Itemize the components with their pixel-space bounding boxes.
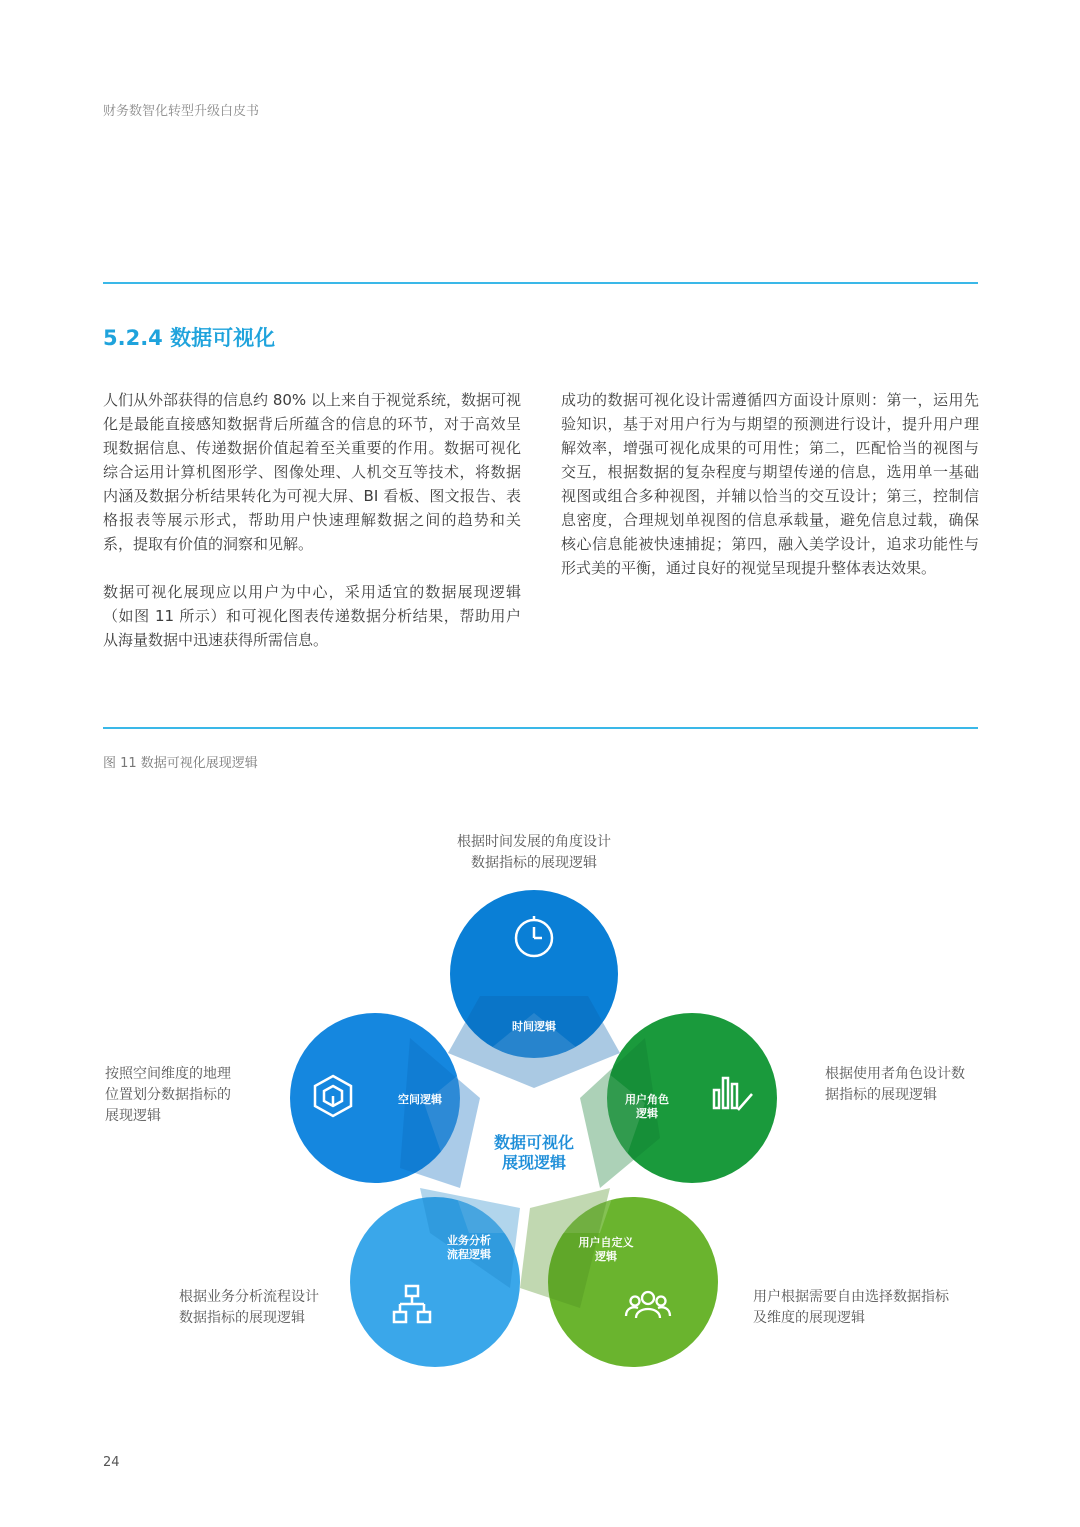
node-business-label-2: 流程逻辑 — [447, 1248, 491, 1261]
node-time-label: 时间逻辑 — [512, 1020, 556, 1033]
desc-role-line1: 根据使用者角色设计数 — [825, 1066, 965, 1082]
desc-time-line2: 数据指标的展现逻辑 — [471, 855, 597, 871]
desc-custom-line2: 及维度的展现逻辑 — [753, 1310, 865, 1326]
figure-divider — [103, 727, 978, 729]
left-paragraph-1: 人们从外部获得的信息约 80% 以上来自于视觉系统，数据可视化是最能直接感知数据背后所蕴含的信息的环节，对于高效呈现数据信息、传递数据价值起着至关重要的作用。数据可视化综合运用计算机图形学、图像处理、人机交互等技术，将数据内涵及数据分析结果转化为可视大屏、BI 看板、图文报告、表格报表等展示形式，帮助用户快速理解数据之间的趋势和关系，提取有价值的洞察和见解。 — [103, 391, 521, 553]
center-label-line2: 展现逻辑 — [501, 1153, 567, 1172]
top-divider — [103, 282, 978, 284]
logic-diagram-svg — [280, 888, 800, 1378]
desc-space-line1: 按照空间维度的地理 — [105, 1066, 231, 1082]
node-custom-label-1: 用户自定义 — [578, 1236, 634, 1249]
left-column — [103, 388, 521, 676]
desc-custom-line1: 用户根据需要自由选择数据指标 — [753, 1289, 949, 1305]
header-title: 财务数智化转型升级白皮书 — [103, 104, 260, 119]
desc-space — [105, 1064, 265, 1127]
desc-business-line2: 数据指标的展现逻辑 — [179, 1310, 305, 1326]
desc-business-line1: 根据业务分析流程设计 — [179, 1289, 319, 1305]
desc-role-line2: 据指标的展现逻辑 — [825, 1087, 937, 1103]
desc-role — [825, 1064, 995, 1106]
logic-diagram — [280, 888, 800, 1378]
right-paragraph-1: 成功的数据可视化设计需遵循四方面设计原则：第一，运用先验知识，基于对用户行为与期望的预测进行设计，提升用户理解效率，增强可视化成果的可用性；第二，匹配恰当的视图与交互，根据数据的复杂程度与期望传递的信息，选用单一基础视图或组合多种视图，并辅以恰当的交互设计；第三，控制信息密度，合理规划单视图的信息承载量，避免信息过载，确保核心信息能被快速捕捉；第四，融入美学设计，追求功能性与形式美的平衡，通过良好的视觉呈现提升整体表达效果。 — [561, 391, 979, 577]
node-custom-label-2: 逻辑 — [595, 1250, 617, 1263]
node-space-label: 空间逻辑 — [398, 1093, 442, 1106]
node-business-label-1: 业务分析 — [447, 1234, 491, 1247]
desc-space-line3: 展现逻辑 — [105, 1108, 161, 1124]
page-number: 24 — [103, 1455, 120, 1470]
center-label-line1: 数据可视化 — [493, 1133, 575, 1152]
section-title: 5.2.4 数据可视化 — [103, 326, 276, 350]
node-role-label-2: 逻辑 — [636, 1107, 658, 1120]
desc-time — [420, 832, 648, 874]
desc-space-line2: 位置划分数据指标的 — [105, 1087, 231, 1103]
node-role-label-1: 用户角色 — [625, 1093, 669, 1106]
desc-time-line1: 根据时间发展的角度设计 — [457, 834, 611, 850]
left-paragraph-2: 数据可视化展现应以用户为中心，采用适宜的数据展现逻辑（如图 11 所示）和可视化图表传递数据分析结果，帮助用户从海量数据中迅速获得所需信息。 — [103, 583, 521, 649]
right-column — [561, 388, 979, 604]
figure-caption: 图 11 数据可视化展现逻辑 — [103, 756, 258, 771]
